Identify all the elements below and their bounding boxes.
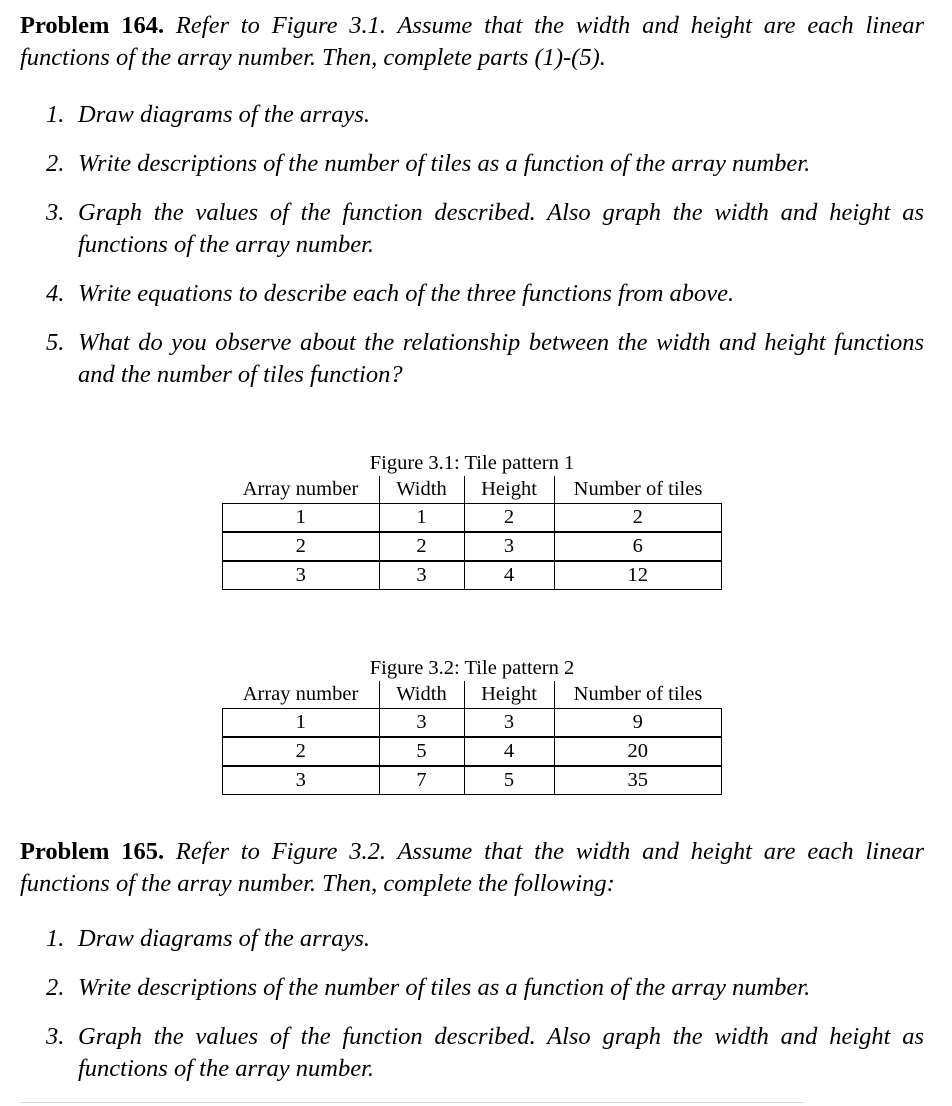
part-number: 4. xyxy=(46,280,65,307)
table-cell: 4 xyxy=(464,561,554,590)
problem-164-text: Refer to Figure 3.1. Assume that the width and height are each linear functions of the array number. Then, complete parts (1)-(5). xyxy=(20,12,924,71)
problem-164-heading: Problem 164. xyxy=(20,12,165,39)
table-cell: 3 xyxy=(379,561,464,590)
table-cell: 6 xyxy=(554,532,722,561)
table-row xyxy=(223,504,722,533)
problem-165-parts xyxy=(20,923,924,1085)
figure-3-2 xyxy=(222,655,722,795)
table-cell: 9 xyxy=(554,709,722,738)
problem-164 xyxy=(20,10,924,391)
problem-164-statement xyxy=(20,10,924,74)
problem-165-part-2 xyxy=(20,972,924,1004)
table-cell: 35 xyxy=(554,766,722,795)
part-text: Graph the values of the function described. Also graph the width and height as functions of the array number. xyxy=(78,199,924,258)
table-cell: 3 xyxy=(379,709,464,738)
problem-165-heading: Problem 165. xyxy=(20,838,165,865)
table-cell: 3 xyxy=(464,532,554,561)
table-cell: 3 xyxy=(223,766,380,795)
table-cell: 2 xyxy=(464,504,554,533)
problem-164-part-3 xyxy=(20,197,924,261)
table-row xyxy=(223,532,722,561)
tile-pattern-1-table xyxy=(222,476,722,590)
column-header: Height xyxy=(464,476,554,504)
problem-165 xyxy=(20,836,924,1085)
part-text: Write descriptions of the number of tiles as a function of the array number. xyxy=(78,150,811,177)
figure-caption: Figure 3.1: Tile pattern 1 xyxy=(369,452,575,474)
part-number: 3. xyxy=(46,1023,65,1050)
problem-164-part-2 xyxy=(20,148,924,180)
column-header: Number of tiles xyxy=(554,476,722,504)
column-header: Width xyxy=(379,476,464,504)
table-row xyxy=(223,766,722,795)
problem-164-part-1 xyxy=(20,99,924,131)
table-cell: 12 xyxy=(554,561,722,590)
part-number: 2. xyxy=(46,974,65,1001)
table-cell: 3 xyxy=(223,561,380,590)
part-number: 1. xyxy=(46,101,65,128)
part-number: 2. xyxy=(46,150,65,177)
table-row xyxy=(223,709,722,738)
problem-165-part-1 xyxy=(20,923,924,955)
part-text: Draw diagrams of the arrays. xyxy=(78,925,370,952)
table-header-row xyxy=(223,476,722,504)
part-text: What do you observe about the relationship between the width and height functions and the number of tiles function? xyxy=(78,329,924,388)
table-cell: 2 xyxy=(379,532,464,561)
figure-3-1 xyxy=(222,450,722,590)
table-cell: 2 xyxy=(223,532,380,561)
table-cell: 2 xyxy=(554,504,722,533)
part-number: 3. xyxy=(46,199,65,226)
table-row xyxy=(223,561,722,590)
table-cell: 3 xyxy=(464,709,554,738)
part-text: Draw diagrams of the arrays. xyxy=(78,101,370,128)
table-cell: 7 xyxy=(379,766,464,795)
problem-164-part-4 xyxy=(20,278,924,310)
part-number: 5. xyxy=(46,329,65,356)
part-number: 1. xyxy=(46,925,65,952)
page-bottom-rule xyxy=(20,1102,804,1103)
column-header: Height xyxy=(464,681,554,709)
table-cell: 4 xyxy=(464,737,554,766)
table-cell: 5 xyxy=(464,766,554,795)
tile-pattern-2-table xyxy=(222,681,722,795)
table-header-row xyxy=(223,681,722,709)
table-cell: 1 xyxy=(223,709,380,738)
column-header: Array number xyxy=(223,476,380,504)
problem-164-part-5 xyxy=(20,327,924,391)
part-text: Write descriptions of the number of tiles as a function of the array number. xyxy=(78,974,811,1001)
column-header: Number of tiles xyxy=(554,681,722,709)
table-cell: 5 xyxy=(379,737,464,766)
table-cell: 20 xyxy=(554,737,722,766)
problem-165-part-3 xyxy=(20,1021,924,1085)
problem-165-statement xyxy=(20,836,924,900)
column-header: Array number xyxy=(223,681,380,709)
figure-caption: Figure 3.2: Tile pattern 2 xyxy=(369,657,575,679)
part-text: Write equations to describe each of the three functions from above. xyxy=(78,280,735,307)
column-header: Width xyxy=(379,681,464,709)
table-cell: 1 xyxy=(379,504,464,533)
table-cell: 1 xyxy=(223,504,380,533)
problem-164-parts xyxy=(20,99,924,391)
table-cell: 2 xyxy=(223,737,380,766)
problem-165-text: Refer to Figure 3.2. Assume that the width and height are each linear functions of the array number. Then, complete the following: xyxy=(20,838,924,897)
table-row xyxy=(223,737,722,766)
part-text: Graph the values of the function described. Also graph the width and height as functions of the array number. xyxy=(78,1023,924,1082)
